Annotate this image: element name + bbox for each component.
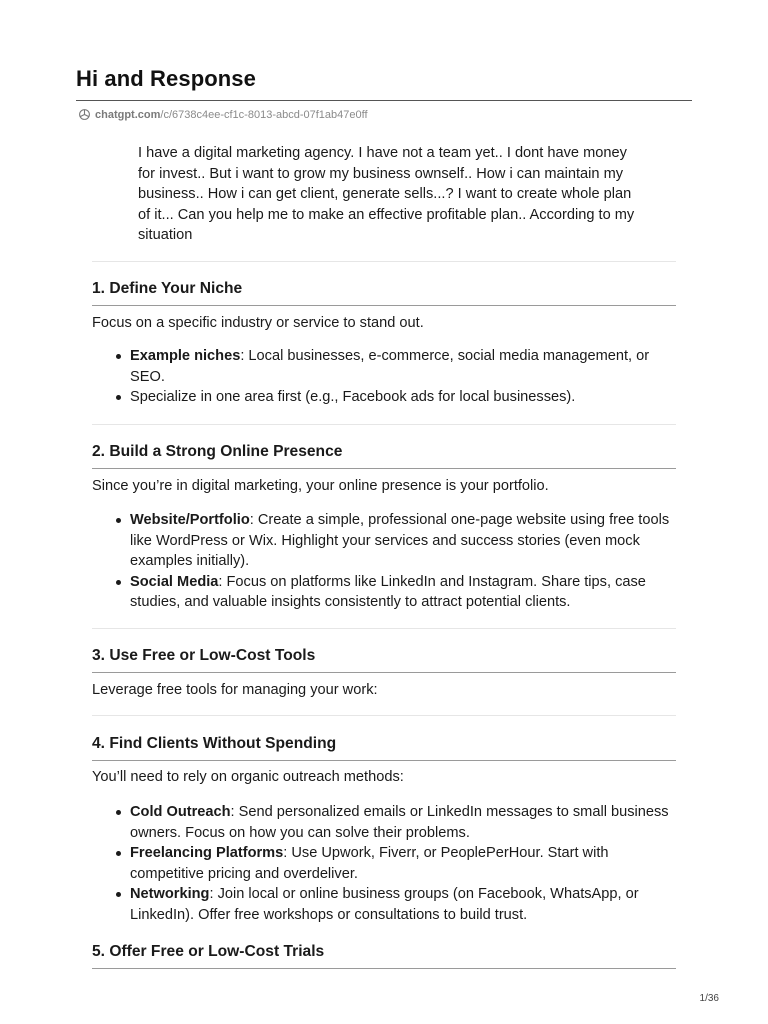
list-item-text: : Join local or online business groups (on Facebook, WhatsApp, or LinkedIn). Offer free workshops or consultations to build trust. [130, 886, 639, 923]
title-divider [76, 100, 692, 101]
list-item-bold: Freelancing Platforms [130, 845, 284, 861]
source-link[interactable] [78, 108, 368, 121]
bullet-list [92, 802, 676, 925]
list-item [92, 510, 676, 572]
section-intro: Since you’re in digital marketing, your online presence is your portfolio. [92, 478, 549, 494]
section-heading-clients: 4. Find Clients Without Spending [92, 735, 337, 752]
list-item-text: Specialize in one area first (e.g., Facebook ads for local businesses). [130, 389, 576, 405]
source-host: chatgpt.com [95, 108, 161, 121]
section-separator [92, 715, 676, 716]
section-intro: Focus on a specific industry or service to stand out. [92, 315, 424, 331]
heading-rule [92, 672, 676, 673]
list-item [92, 802, 676, 843]
section-separator [92, 628, 676, 629]
bullet-list [92, 510, 676, 613]
bullet-list [92, 346, 676, 408]
section-separator [92, 424, 676, 425]
list-item-bold: Cold Outreach [130, 804, 231, 820]
section-heading-tools: 3. Use Free or Low-Cost Tools [92, 647, 316, 664]
openai-logo-icon [78, 108, 91, 121]
list-item [92, 884, 676, 925]
heading-rule [92, 760, 676, 761]
list-item-text: : Send personalized emails or LinkedIn messages to small business owners. Focus on how you can solve their problems. [130, 804, 669, 841]
list-item [92, 346, 676, 387]
list-item-bold: Website/Portfolio [130, 512, 250, 528]
section-heading-niche: 1. Define Your Niche [92, 280, 243, 297]
page-title: Hi and Response [76, 66, 256, 91]
list-item [92, 387, 676, 408]
section-separator [92, 261, 676, 262]
list-item-bold: Example niches [130, 348, 241, 364]
section-heading-online-presence: 2. Build a Strong Online Presence [92, 443, 343, 460]
section-heading-trials: 5. Offer Free or Low-Cost Trials [92, 943, 325, 960]
heading-rule [92, 468, 676, 469]
source-path: /c/6738c4ee-cf1c-8013-abcd-07f1ab47e0ff [160, 108, 368, 121]
heading-rule [92, 305, 676, 306]
list-item-bold: Social Media [130, 573, 219, 590]
list-item [92, 843, 676, 884]
list-item-bold: Networking [130, 886, 210, 902]
section-intro: Leverage free tools for managing your work: [92, 682, 378, 698]
section-intro: You’ll need to rely on organic outreach methods: [92, 769, 404, 785]
list-item-text: : Use Upwork, Fiverr, or PeoplePerHour. Start with competitive pricing and overdeliver. [130, 845, 609, 882]
list-item-text: : Local businesses, e-commerce, social media management, or SEO. [130, 348, 650, 385]
list-item-text: : Focus on platforms like LinkedIn and Instagram. Share tips, case studies, and valuable insights consistently to attract potential clients. [130, 573, 646, 610]
heading-rule [92, 968, 676, 969]
list-item-text: : Create a simple, professional one-page website using free tools like WordPress or Wix. Highlight your services and success stories (even mock examples initially). [130, 512, 670, 569]
page-number: 1/36 [699, 993, 719, 1004]
list-item [92, 572, 676, 613]
user-prompt: I have a digital marketing agency. I have not a team yet.. I dont have money for invest.. But i want to grow my business ownself.. How i can maintain my business.. How i can get client, generate sells...? I want to create whole plan of it... Can you help me to make an effective profitable plan.. According to my situation [138, 145, 635, 244]
